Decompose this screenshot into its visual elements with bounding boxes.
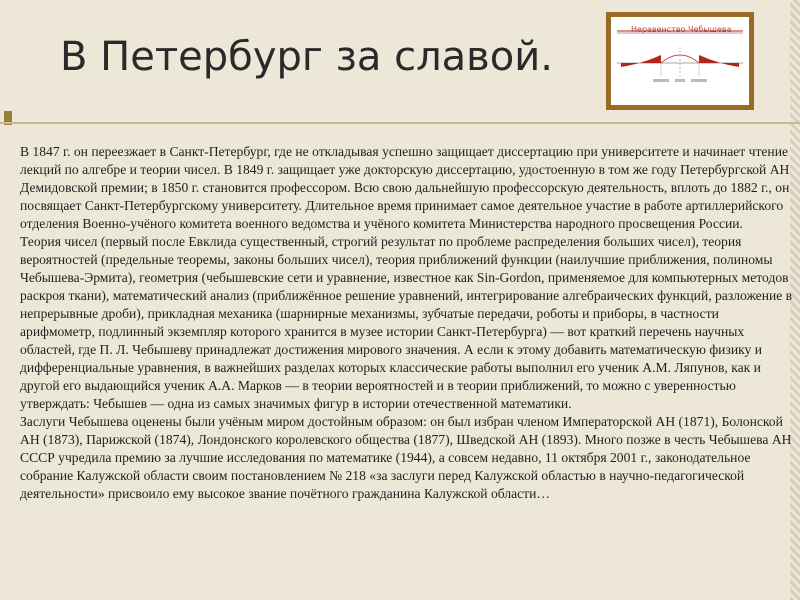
chebyshev-inequality-thumbnail xyxy=(606,12,754,110)
thumbnail-caption: Неравенство Чебышева xyxy=(631,25,732,34)
slide-title: В Петербург за славой. xyxy=(60,34,553,80)
paragraph-scientific-areas: Теория чисел (первый после Евклида существенный, строгий результат по проблеме распределения больших чисел), теория вероятностей (предельные теоремы, законы больших чисел), теория приближений функции (наилучшие приближения, полиномы Чебышева-Эрмита), геометрия (чебышевские сети и уравнение, известное как Sin-Gordon, применяемое для компьютерных методов раскроя ткани), математический анализ (приближённое решение уравнений, интегрирование алгебраических функций, разложение в непрерывные дроби), прикладная механика (шарнирные механизмы, зубчатые передачи, роботы и приборы, в частности арифмометр, подлинный экземпляр которого хранится в музее истории Санкт-Петербурга) — вот краткий перечень научных областей, где П. Л. Чебышеву принадлежат достижения мирового значения. А если к этому добавить математическую физику и дифференциальные уравнения, в важнейших разделах которых классические работы выполнил его ученик А.М. Ляпунов, как и другой его выдающийся ученик А.А. Марков — в теории вероятностей и в теории приближений, то можно с уверенностью утверждать: Чебышев — одна из самых значимых фигур в истории отечественной математики. xyxy=(20,234,793,411)
paragraph-biography: В 1847 г. он переезжает в Санкт-Петербург, где не откладывая успешно защищает диссертацию при университете и начинает чтение лекций по алгебре и теории чисел. В 1849 г. защищает уже докторскую диссертацию, удостоенную в том же году Петербургской АН Демидовской премии; в 1850 г. становится профессором. Всю свою дальнейшую профессорскую деятельность, вплоть до 1882 г., он посвящает Санкт-Петербургскому университету. Длительное время принимает самое деятельное участие в работе артиллерийского отделения Военно-учёного комитета военного ведомства и учёного комитета Министерства народного просвещения России. xyxy=(20,144,790,231)
paragraph-honors: Заслуги Чебышева оценены были учёным миром достойным образом: он был избран членом Императорской АН (1871), Болонской АН (1873), Парижской (1874), Лондонского королевского общества (1877), Шведской АН (1893). Много позже в честь Чебышева АН СССР учредила премию за лучшие исследования по математике (1944), а совсем недавно, 11 октября 2001 г., законодательное собрание Калужской области своим постановлением № 218 «за заслуги перед Калужской областью в научно-педагогической деятельности» присвоило ему высокое звание почётного гражданина Калужской области… xyxy=(20,414,792,501)
inequality-graph-icon xyxy=(611,17,749,105)
slide-body-text xyxy=(20,143,794,503)
title-divider xyxy=(0,122,800,124)
